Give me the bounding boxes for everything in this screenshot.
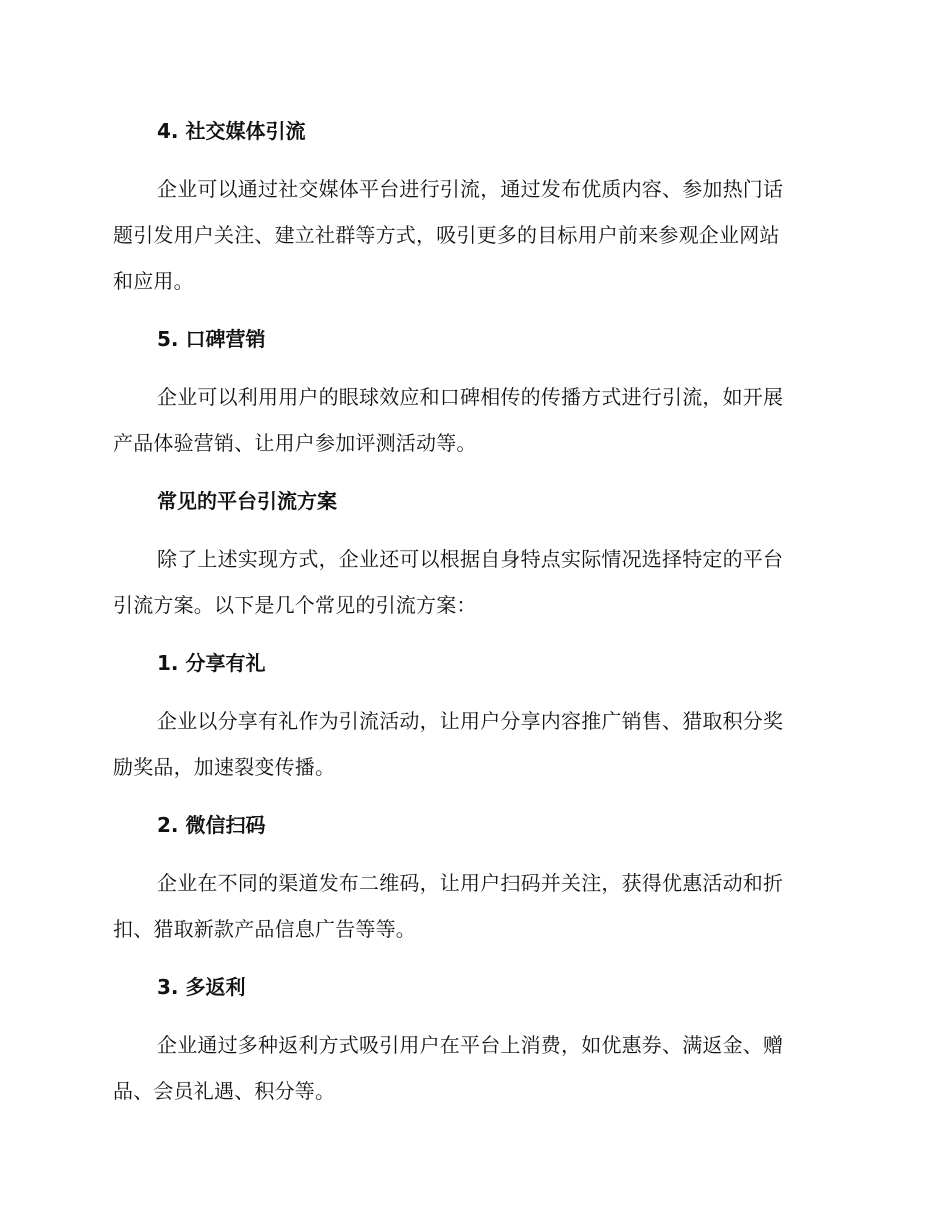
paragraph-line: 引流方案。以下是几个常见的引流方案： <box>113 593 477 617</box>
section-paragraph <box>113 1022 831 1114</box>
paragraph-line: 品、会员礼遇、积分等。 <box>113 1079 336 1103</box>
section-paragraph <box>113 166 831 304</box>
paragraph-line: 企业通过多种返利方式吸引用户在平台上消费，如优惠券、满返金、赠 <box>157 1033 784 1057</box>
paragraph-line: 题引发用户关注、建立社群等方式，吸引更多的目标用户前来参观企业网站 <box>113 223 780 247</box>
document-body <box>113 108 831 1126</box>
section-heading: 1. 分享有礼 <box>157 651 266 675</box>
section-paragraph <box>113 374 831 466</box>
paragraph-line: 励奖品，加速裂变传播。 <box>113 755 336 779</box>
paragraph-line: 和应用。 <box>113 269 194 293</box>
paragraph-line: 企业可以通过社交媒体平台进行引流，通过发布优质内容、参加热门话 <box>157 177 784 201</box>
paragraph-line: 企业以分享有礼作为引流活动，让用户分享内容推广销售、猎取积分奖 <box>157 709 784 733</box>
paragraph-line: 企业在不同的渠道发布二维码，让用户扫码并关注，获得优惠活动和折 <box>157 871 784 895</box>
section-heading: 2. 微信扫码 <box>157 813 266 837</box>
section-paragraph <box>113 698 831 790</box>
paragraph-line: 扣、猎取新款产品信息广告等等。 <box>113 917 416 941</box>
paragraph-line: 产品体验营销、让用户参加评测活动等。 <box>113 431 477 455</box>
paragraph-line: 除了上述实现方式，企业还可以根据自身特点实际情况选择特定的平台 <box>157 547 784 571</box>
section-heading: 3. 多返利 <box>157 975 246 999</box>
paragraph-line: 企业可以利用用户的眼球效应和口碑相传的传播方式进行引流，如开展 <box>157 385 784 409</box>
section-heading: 5. 口碑营销 <box>157 327 266 351</box>
section-heading: 常见的平台引流方案 <box>157 489 337 513</box>
section-heading: 4. 社交媒体引流 <box>157 119 306 143</box>
section-paragraph <box>113 860 831 952</box>
section-paragraph <box>113 536 831 628</box>
